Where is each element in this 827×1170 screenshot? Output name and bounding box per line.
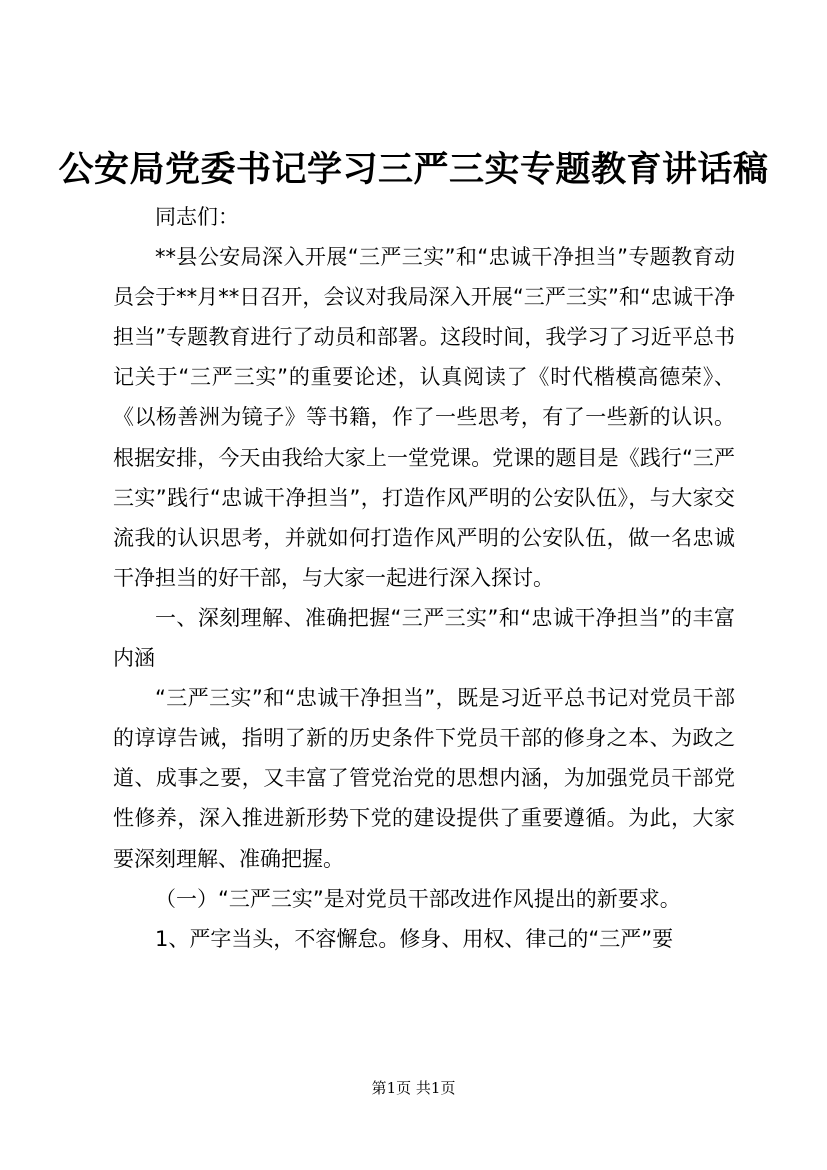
point-1-paragraph: 1、严字当头，不容懈怠。修身、用权、律己的“三严”要: [155, 926, 674, 951]
footer-page-number: 1: [386, 1079, 397, 1097]
footer-total-pages: 1: [430, 1079, 441, 1097]
document-body: [113, 197, 735, 959]
salutation-paragraph: 同志们：: [155, 205, 239, 229]
page-footer: [0, 1078, 827, 1098]
footer-middle: 页 共: [396, 1079, 431, 1097]
subsection-heading-1: （一）“三严三实”是对党员干部改进作风提出的新要求。: [155, 886, 681, 911]
section-1-paragraph: “三严三实”和“忠诚干净担当”，既是习近平总书记对党员干部的谆谆告诫，指明了新的历史条件下党员干部的修身之本、为政之道、成事之要，又丰富了管党治党的思想内涵，为加强党员干部党性修养，深入推进新形势下党的建设提供了重要遵循。为此，大家要深刻理解、准确把握。: [113, 686, 735, 871]
document-title: 公安局党委书记学习三严三实专题教育讲话稿: [58, 149, 769, 190]
footer-suffix: 页: [440, 1079, 456, 1097]
intro-paragraph: **县公安局深入开展“三严三实”和“忠诚干净担当”专题教育动员会于**月**日召开，会议对我局深入开展“三严三实”和“忠诚干净担当”专题教育进行了动员和部署。这段时间，我学习了习近平总书记关于“三严三实”的重要论述，认真阅读了《时代楷模高德荣》、《以杨善洲为镜子》等书籍，作了一些思考，有了一些新的认识。根据安排，今天由我给大家上一堂党课。党课的题目是《践行“三严三实”践行“忠诚干净担当”，打造作风严明的公安队伍》，与大家交流我的认识思考，并就如何打造作风严明的公安队伍，做一名忠诚干净担当的好干部，与大家一起进行深入探讨。: [113, 245, 735, 590]
section-heading-1: 一、深刻理解、准确把握“三严三实”和“忠诚干净担当”的丰富内涵: [113, 605, 735, 671]
footer-prefix: 第: [371, 1079, 387, 1097]
